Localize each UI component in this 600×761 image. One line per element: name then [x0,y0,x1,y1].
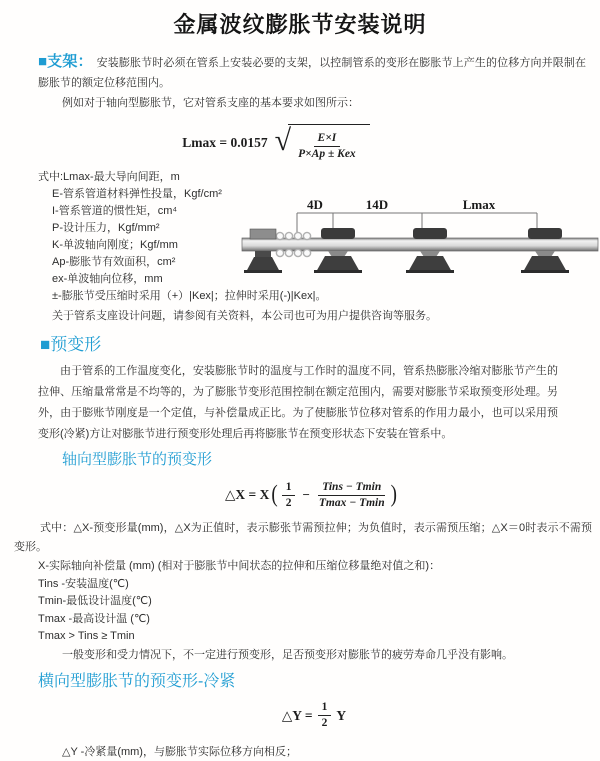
axial-note-item: Tins -安装温度(℃) [38,577,129,590]
support-example-line: 例如对于轴向型膨胀节，它对管系支座的基本要求如图所示： [62,97,359,109]
formula-lmax-lhs: Lmax = 0.0157 [182,135,268,150]
definition-item: I-管系管道的惯性矩，cm⁴ [52,205,178,217]
axial-note-item: X-实际轴向补偿量 (mm) (相对于膨胀节中间状态的拉伸和压缩位移量绝对值之和)： [38,560,441,572]
subsection-heading-axial: 轴向型膨胀节的预变形 [62,451,213,468]
open-paren: ( [271,480,278,508]
axial-note-item: Tmax -最高设计温 (℃) [38,612,150,625]
half-numerator: 1 [282,480,296,496]
preform-paragraph: 由于管系的工作温度变化，安装膨胀节时的温度与工作时的温度不同，管系热膨胀冷缩对膨胀节产生的拉伸、压缩量常常是不均等的，为了膨胀节变形范围控制在额定范围内，需要对膨胀节采取预变形处理。另外，由于膨账节刚度是一个定值，与补偿量成正比。为了使膨胀节位移对管系的作用力最小，也可以采用预变形(冷紧)方让对膨胀节进行预变形处理后再将膨胀节在预变形状态下安装在管系中。 [38,365,558,440]
formula-axial-preform [12,476,600,514]
half-fraction [318,700,332,731]
sqrt-radical-icon: √ [274,124,292,157]
half-numerator: 1 [318,700,332,716]
dimension-label-14d: 14D [365,197,389,212]
pipe-support-diagram [238,196,600,296]
definition-item: ex-单波轴向位移，mm [52,273,163,285]
definition-item: 式中:Lmax-最大导向间距，m [38,171,180,183]
definition-item: ±-膨胀节受压缩时采用（+）|Kex|；拉伸时采用(-)|Kex|。 [52,290,327,302]
axial-note-item: Tmin-最低设计温度(℃) [38,595,152,607]
formula-lmax-numerator: E×I [314,131,341,147]
formula-lmax-denominator: P×Ap ± Kex [298,148,356,160]
half-denominator: 2 [285,496,292,509]
formula-lateral-rhs: Y [336,707,347,723]
axial-note-definition: 式中：△X-预变形量(mm)，△X为正值时，表示膨张节需预拉伸；为负值时，表示需预压缩；△X＝0时表示不需预变形。 [14,522,592,553]
half-fraction [282,480,296,511]
definition-item: P-设计压力，Kgf/mm² [52,222,160,234]
close-paren: ) [390,480,397,508]
support-intro-paragraph [38,52,586,93]
consult-note: 关于管系支座设计问题，请参阅有关资料，本公司也可为用户提供咨询等服务。 [52,310,437,322]
subsection-heading-lateral: 横向型膨胀节的预变形-冷紧 [38,672,236,690]
axial-notes-list [38,558,586,646]
formula-axial-lhs: △X = X [225,487,270,502]
support-intro-text: 安装膨胀节时必须在管系上安装必要的支架，以控制管系的变形在膨胀节上产生的位移方向并限制在膨胀节的额定位移范围内。 [38,57,587,89]
axial-note-item: Tmax > Tins ≥ Tmin [38,630,135,642]
axial-note-general: 一般变形和受力情况下，不一定进行预变形，足否预变形对膨胀节的疲劳寿命几乎没有影响。 [62,648,513,661]
dimension-label-lmax: Lmax [462,197,496,212]
dimension-label-4d: 4D [307,197,323,212]
formula-lateral-lhs: △Y = [281,707,313,723]
section-heading-preform: ■预变形 [40,335,102,354]
sqrt-vinculum [288,124,370,162]
definition-item: E-管系管道材料弹性投量，Kgf/cm² [52,188,222,200]
page-title: 金属波纹膨胀节安装说明 [173,12,427,37]
pipe [242,238,598,251]
section-heading-support: ■支架： [38,53,93,70]
half-denominator: 2 [321,717,328,729]
definition-item: Ap-膨胀节有效面积，cm² [52,256,176,268]
formula-lmax-fraction [296,131,358,162]
formula-lmax [0,121,576,165]
lateral-note: △Y -冷紧量(mm)，与膨胀节实际位移方向相反； [62,745,297,758]
temperature-numerator: Tins − Tmin [318,480,385,496]
formula-lateral-preform [14,699,600,733]
minus-operator: − [302,487,310,502]
temperature-denominator: Tmax − Tmin [318,496,385,509]
definition-item: K-单波轴向刚度；Kgf/mm [52,239,178,251]
temperature-fraction [317,480,387,511]
